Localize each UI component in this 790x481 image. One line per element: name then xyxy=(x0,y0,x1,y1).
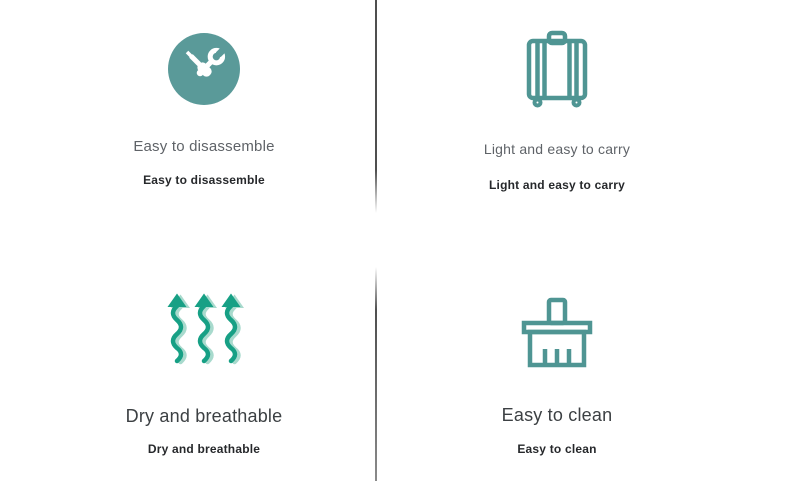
feature-title: Dry and breathable xyxy=(125,406,283,426)
vertical-divider-bottom xyxy=(375,267,377,481)
feature-title: Easy to clean xyxy=(501,405,613,425)
tools-icon xyxy=(168,33,240,110)
feature-subtitle: Easy to clean xyxy=(517,442,597,456)
feature-clean xyxy=(407,293,707,457)
wavy-arrows-up-icon xyxy=(164,292,244,373)
feature-subtitle: Light and easy to carry xyxy=(489,178,625,192)
feature-subtitle: Easy to disassemble xyxy=(143,173,265,187)
feature-title: Easy to disassemble xyxy=(133,138,275,155)
vertical-divider-top xyxy=(375,0,377,213)
feature-carry xyxy=(407,30,707,193)
brush-icon xyxy=(518,293,596,374)
feature-title: Light and easy to carry xyxy=(483,141,631,157)
feature-subtitle: Dry and breathable xyxy=(147,442,261,456)
feature-breathable xyxy=(54,292,354,457)
suitcase-icon xyxy=(522,30,592,115)
feature-disassemble xyxy=(54,33,354,188)
